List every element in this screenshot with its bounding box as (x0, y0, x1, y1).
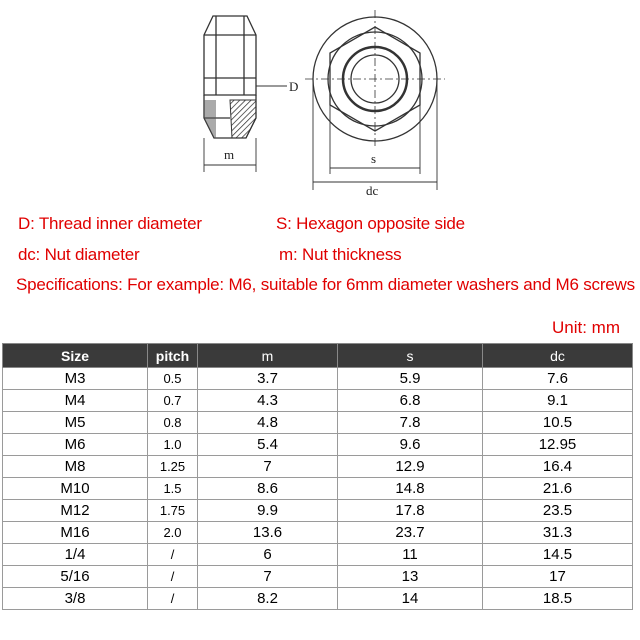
cell-pitch: 0.7 (148, 390, 198, 412)
cell-s: 7.8 (338, 412, 483, 434)
cell-m: 3.7 (198, 368, 338, 390)
table-row (3, 566, 633, 588)
cell-dc: 9.1 (483, 390, 633, 412)
table-row (3, 500, 633, 522)
cell-pitch: / (148, 588, 198, 610)
legend-specifications: Specifications: For example: M6, suitable for 6mm diameter washers and M6 screws (16, 275, 635, 294)
table-row (3, 522, 633, 544)
table-row (3, 478, 633, 500)
cell-dc: 14.5 (483, 544, 633, 566)
header-size: Size (3, 344, 148, 368)
cell-dc: 21.6 (483, 478, 633, 500)
legend-nut-diameter: dc: Nut diameter (18, 245, 140, 264)
cell-size: M12 (3, 500, 148, 522)
cell-s: 12.9 (338, 456, 483, 478)
cell-size: M10 (3, 478, 148, 500)
cell-m: 7 (198, 566, 338, 588)
cell-m: 13.6 (198, 522, 338, 544)
legend-nut-thickness: m: Nut thickness (279, 245, 402, 264)
cell-dc: 10.5 (483, 412, 633, 434)
cell-size: M3 (3, 368, 148, 390)
cell-s: 13 (338, 566, 483, 588)
table-header-row (3, 344, 633, 368)
cell-m: 8.2 (198, 588, 338, 610)
cell-pitch: 0.8 (148, 412, 198, 434)
cell-pitch: 2.0 (148, 522, 198, 544)
cell-size: 1/4 (3, 544, 148, 566)
cell-dc: 16.4 (483, 456, 633, 478)
cell-dc: 17 (483, 566, 633, 588)
cell-m: 7 (198, 456, 338, 478)
cell-s: 9.6 (338, 434, 483, 456)
table-row (3, 434, 633, 456)
table-row (3, 456, 633, 478)
cell-size: M16 (3, 522, 148, 544)
cell-dc: 23.5 (483, 500, 633, 522)
cell-s: 17.8 (338, 500, 483, 522)
table-row (3, 588, 633, 610)
cell-s: 23.7 (338, 522, 483, 544)
cell-size: M6 (3, 434, 148, 456)
cell-dc: 31.3 (483, 522, 633, 544)
size-table (2, 343, 633, 610)
cell-size: M4 (3, 390, 148, 412)
cell-s: 5.9 (338, 368, 483, 390)
legend-hexagon-side: S: Hexagon opposite side (276, 214, 465, 233)
cell-m: 8.6 (198, 478, 338, 500)
label-m: m (224, 147, 235, 162)
label-D: D (289, 79, 299, 94)
table-row (3, 412, 633, 434)
cell-m: 9.9 (198, 500, 338, 522)
cell-pitch: 1.25 (148, 456, 198, 478)
table-row (3, 544, 633, 566)
header-s: s (338, 344, 483, 368)
cell-s: 14 (338, 588, 483, 610)
cell-m: 6 (198, 544, 338, 566)
label-s: s (371, 151, 377, 166)
flange-nut-drawing (0, 0, 640, 200)
header-m: m (198, 344, 338, 368)
table-row (3, 390, 633, 412)
label-dc: dc (366, 183, 379, 198)
cell-size: 5/16 (3, 566, 148, 588)
cell-dc: 7.6 (483, 368, 633, 390)
cell-pitch: / (148, 544, 198, 566)
legend-thread-diameter: D: Thread inner diameter (18, 214, 202, 233)
header-pitch: pitch (148, 344, 198, 368)
cell-size: M5 (3, 412, 148, 434)
cell-dc: 18.5 (483, 588, 633, 610)
unit-label: Unit: mm (552, 318, 620, 337)
cell-pitch: 1.75 (148, 500, 198, 522)
cell-m: 5.4 (198, 434, 338, 456)
table-row (3, 368, 633, 390)
cell-s: 6.8 (338, 390, 483, 412)
cell-m: 4.8 (198, 412, 338, 434)
cell-size: 3/8 (3, 588, 148, 610)
cell-dc: 12.95 (483, 434, 633, 456)
header-dc: dc (483, 344, 633, 368)
cell-m: 4.3 (198, 390, 338, 412)
cell-s: 11 (338, 544, 483, 566)
cell-size: M8 (3, 456, 148, 478)
cell-pitch: 1.0 (148, 434, 198, 456)
cell-pitch: 0.5 (148, 368, 198, 390)
cell-s: 14.8 (338, 478, 483, 500)
cell-pitch: 1.5 (148, 478, 198, 500)
cell-pitch: / (148, 566, 198, 588)
